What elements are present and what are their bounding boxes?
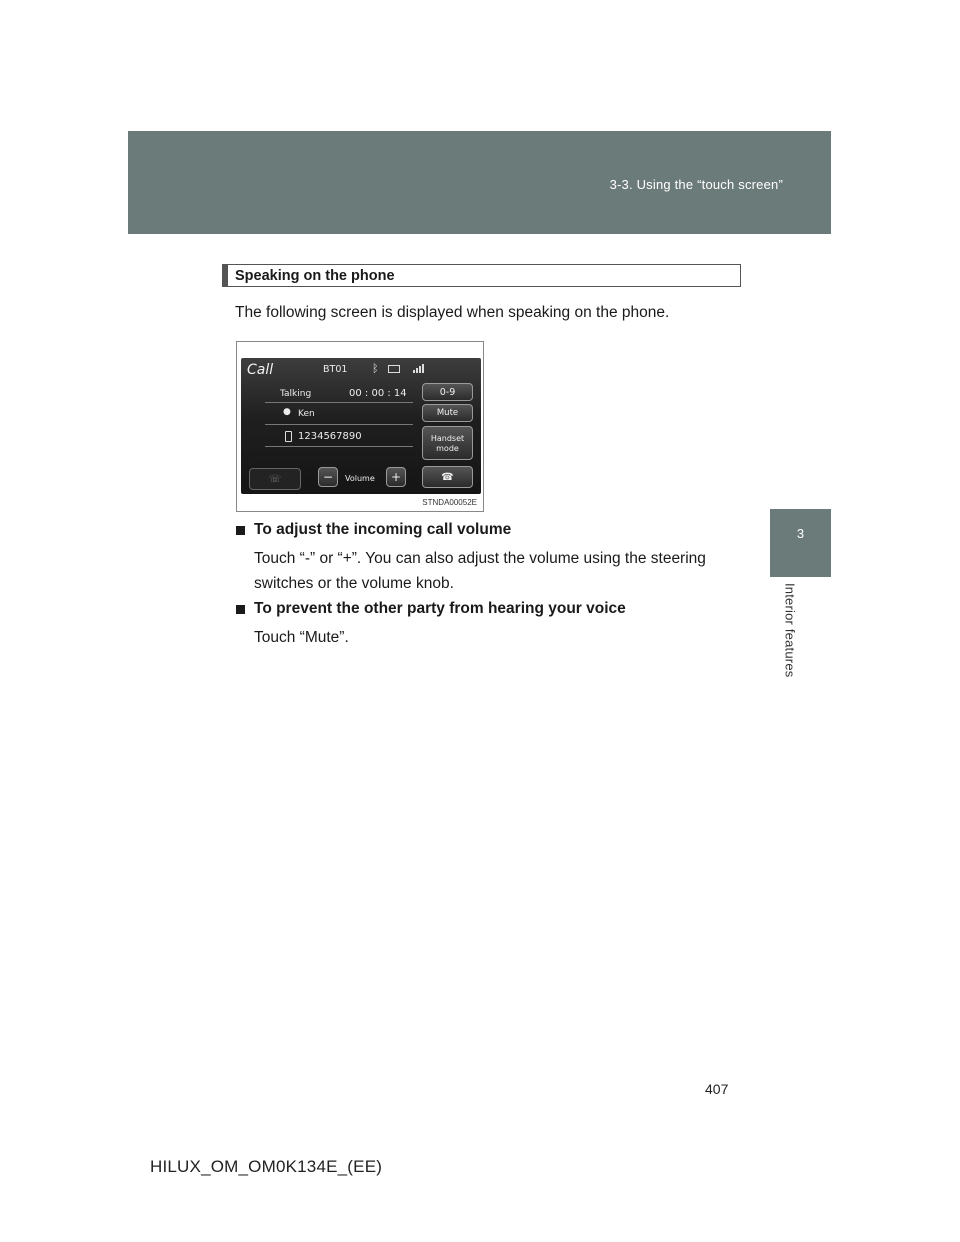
battery-icon: [388, 365, 400, 373]
device-name: BT01: [323, 364, 348, 375]
divider: [265, 424, 413, 425]
page-number: 407: [705, 1081, 729, 1097]
handset-mode-label-line1: Handset: [430, 433, 465, 443]
bullet-heading-mute: [235, 600, 626, 618]
section-heading-bar: [223, 265, 228, 286]
chapter-title: Interior features: [782, 583, 798, 678]
square-bullet-icon: [236, 526, 245, 535]
bullet-body-mute: [254, 625, 349, 650]
handset-mode-label-line2: mode: [436, 443, 459, 453]
bullet-body-line: Touch “Mute”.: [254, 629, 349, 646]
intro-text: The following screen is displayed when speaking on the phone.: [235, 304, 670, 321]
section-heading-box: [222, 264, 741, 287]
end-call-button[interactable]: [422, 466, 473, 488]
contact-name: Ken: [298, 409, 315, 419]
square-bullet-icon: [236, 605, 245, 614]
header-section-title: 3-3. Using the “touch screen”: [609, 177, 783, 192]
phone-number: 1234567890: [298, 431, 362, 442]
header-band: [128, 131, 831, 234]
handset-mode-label: [431, 434, 464, 454]
volume-up-button[interactable]: +: [386, 467, 406, 487]
person-icon: ●: [283, 407, 291, 417]
figure-code: STNDA00052E: [422, 498, 477, 507]
volume-down-button[interactable]: −: [318, 467, 338, 487]
divider: [265, 402, 413, 403]
bullet-heading-text: To prevent the other party from hearing your voice: [254, 600, 626, 617]
bullet-body-volume: [254, 546, 754, 596]
answer-call-button[interactable]: [249, 468, 301, 490]
screen-title: Call: [247, 362, 274, 378]
document-code: HILUX_OM_OM0K134E_(EE): [150, 1157, 383, 1176]
volume-label: Volume: [345, 474, 375, 483]
chapter-number: 3: [796, 526, 805, 541]
bullet-heading-volume: [235, 521, 511, 539]
bullet-heading-text: To adjust the incoming call volume: [254, 521, 512, 538]
section-heading: Speaking on the phone: [235, 267, 395, 284]
bullet-body-line: switches or the volume knob.: [254, 575, 454, 592]
bullet-body-line: Touch “-” or “+”. You can also adjust the volume using the steering: [254, 550, 706, 567]
phone-handset-icon: ☏: [268, 473, 282, 485]
mobile-phone-icon: [285, 431, 292, 442]
call-status-label: Talking: [280, 389, 312, 399]
bluetooth-icon: ᛒ: [372, 362, 379, 375]
keypad-button[interactable]: 0-9: [422, 383, 473, 401]
call-screen: [241, 358, 481, 494]
chapter-title-vertical: [775, 583, 805, 693]
handset-mode-button[interactable]: [422, 426, 473, 460]
phone-call-figure: [236, 341, 484, 512]
signal-strength-icon: [413, 363, 427, 373]
mute-button[interactable]: Mute: [422, 404, 473, 422]
divider: [265, 446, 413, 447]
chapter-tab: [770, 509, 831, 577]
call-timer: 00 : 00 : 14: [349, 388, 407, 399]
hang-up-icon: ☎: [441, 471, 454, 483]
